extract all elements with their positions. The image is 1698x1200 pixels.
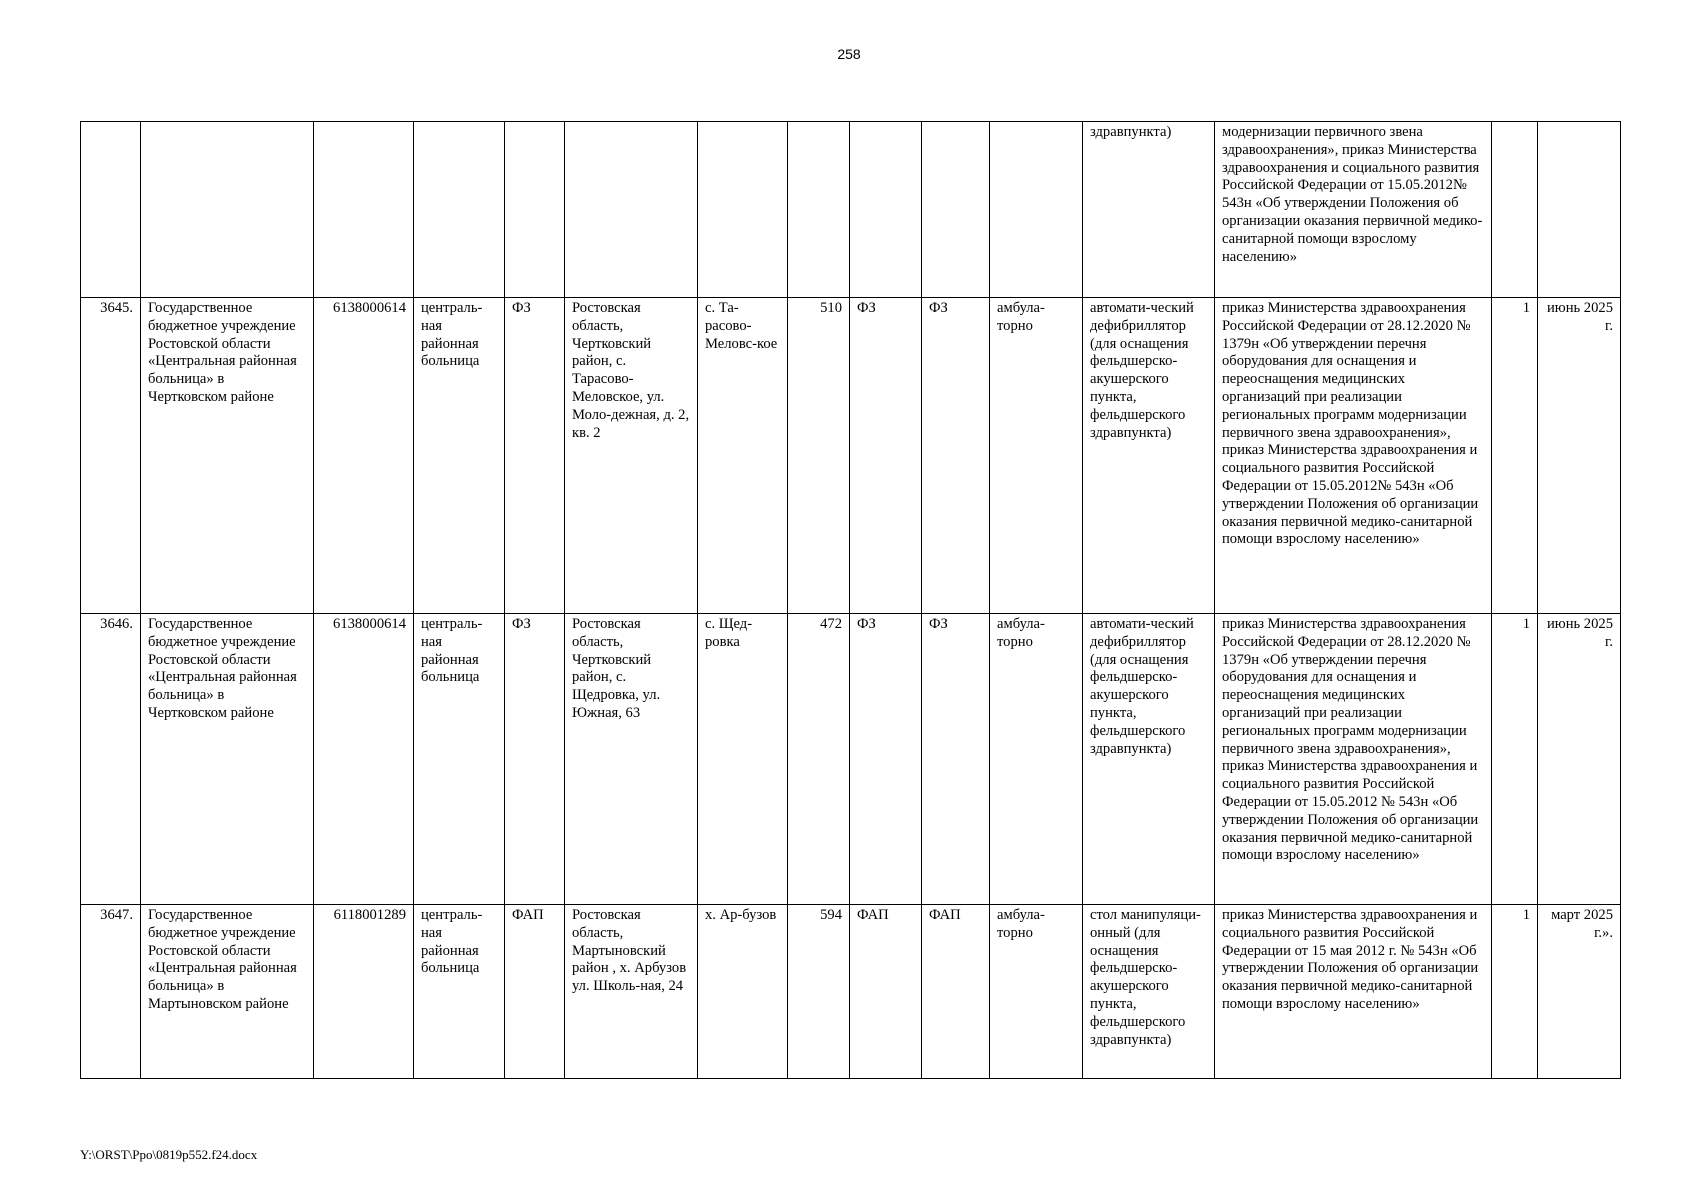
inn-code-cell: 6138000614 (314, 614, 414, 905)
quantity-cell: 1 (1492, 298, 1538, 614)
unit-type-cell (505, 122, 565, 298)
quantity-cell (1492, 122, 1538, 298)
care-mode-cell (990, 122, 1083, 298)
institution-name-cell: Государственное бюджетное учреждение Ростовской области «Центральная районная больница» в Чертковском районе (141, 298, 314, 614)
institution-name-cell: Государственное бюджетное учреждение Ростовской области «Центральная районная больница» в Чертковском районе (141, 614, 314, 905)
equipment-cell: автомати-ческий дефибриллятор (для оснащения фельдшерско-акушерского пункта, фельдшерского здравпункта) (1083, 298, 1215, 614)
row-number-cell: 3647. (81, 905, 141, 1079)
due-date-cell (1538, 122, 1621, 298)
unit-type-cell: ФЗ (505, 614, 565, 905)
equipment-cell: стол манипуляци-онный (для оснащения фельдшерско-акушерского пункта, фельдшерского здравпункта) (1083, 905, 1215, 1079)
facility-kind-2-cell: ФЗ (922, 614, 990, 905)
care-mode-cell: амбула-торно (990, 614, 1083, 905)
address-cell: Ростовская область, Чертковский район, с. Щедровка, ул. Южная, 63 (565, 614, 698, 905)
equipment-cell: автомати-ческий дефибриллятор (для оснащения фельдшерско-акушерского пункта, фельдшерского здравпункта) (1083, 614, 1215, 905)
institution-type-cell: централь-ная районная больница (414, 298, 505, 614)
unit-type-cell: ФЗ (505, 298, 565, 614)
address-cell: Ростовская область, Мартыновский район , х. Арбузов ул. Школь-ная, 24 (565, 905, 698, 1079)
quantity-cell: 1 (1492, 905, 1538, 1079)
settlement-cell (698, 122, 788, 298)
address-cell: Ростовская область, Чертковский район, с. Тарасово-Меловское, ул. Моло-дежная, д. 2, кв. 2 (565, 298, 698, 614)
registry-table (80, 121, 1621, 1079)
legal-basis-cell: приказ Министерства здравоохранения Российской Федерации от 28.12.2020 № 1379н «Об утверждении перечня оборудования для оснащения и переоснащения медицинских организаций при реализации региональных программ модернизации первичного звена здравоохранения», приказ Министерства здравоохранения и социального развития Российской Федерации от 15.05.2012 № 543н «Об утверждении Положения об организации оказания первичной медико-санитарной помощи взрослому населению» (1215, 614, 1492, 905)
facility-kind-cell: ФАП (850, 905, 922, 1079)
institution-name-cell (141, 122, 314, 298)
legal-basis-cell: модернизации первичного звена здравоохранения», приказ Министерства здравоохранения и социального развития Российской Федерации от 15.05.2012№ 543н «Об утверждении Положения об организации оказания первичной медико-санитарной помощи взрослому населению» (1215, 122, 1492, 298)
file-path-footer: Y:\ORST\Ppo\0819p552.f24.docx (80, 1147, 258, 1162)
institution-type-cell: централь-ная районная больница (414, 905, 505, 1079)
row-number-cell: 3646. (81, 614, 141, 905)
legal-basis-cell: приказ Министерства здравоохранения Российской Федерации от 28.12.2020 № 1379н «Об утверждении перечня оборудования для оснащения и переоснащения медицинских организаций при реализации региональных программ модернизации первичного звена здравоохранения», приказ Министерства здравоохранения и социального развития Российской Федерации от 15.05.2012№ 543н «Об утверждении Положения об организации оказания первичной медико-санитарной помощи взрослому населению» (1215, 298, 1492, 614)
inn-code-cell: 6118001289 (314, 905, 414, 1079)
population-cell: 510 (788, 298, 850, 614)
row-number-cell: 3645. (81, 298, 141, 614)
institution-type-cell (414, 122, 505, 298)
settlement-cell: с. Щед-ровка (698, 614, 788, 905)
legal-basis-cell: приказ Министерства здравоохранения и социального развития Российской Федерации от 15 мая 2012 г. № 543н «Об утверждении Положения об организации оказания первичной медико-санитарной помощи взрослому населению» (1215, 905, 1492, 1079)
address-cell (565, 122, 698, 298)
facility-kind-cell: ФЗ (850, 298, 922, 614)
table-row (81, 905, 1621, 1079)
facility-kind-cell: ФЗ (850, 614, 922, 905)
page-number: 258 (837, 46, 861, 62)
inn-code-cell: 6138000614 (314, 298, 414, 614)
row-number-cell (81, 122, 141, 298)
table-row (81, 122, 1621, 298)
facility-kind-2-cell (922, 122, 990, 298)
settlement-cell: с. Та-расово-Меловс-кое (698, 298, 788, 614)
table-row (81, 614, 1621, 905)
population-cell: 594 (788, 905, 850, 1079)
unit-type-cell: ФАП (505, 905, 565, 1079)
inn-code-cell (314, 122, 414, 298)
care-mode-cell: амбула-торно (990, 298, 1083, 614)
due-date-cell: июнь 2025 г. (1538, 614, 1621, 905)
quantity-cell: 1 (1492, 614, 1538, 905)
settlement-cell: х. Ар-бузов (698, 905, 788, 1079)
population-cell (788, 122, 850, 298)
institution-type-cell: централь-ная районная больница (414, 614, 505, 905)
population-cell: 472 (788, 614, 850, 905)
facility-kind-2-cell: ФЗ (922, 298, 990, 614)
institution-name-cell: Государственное бюджетное учреждение Ростовской области «Центральная районная больница» в Мартыновском районе (141, 905, 314, 1079)
facility-kind-2-cell: ФАП (922, 905, 990, 1079)
care-mode-cell: амбула-торно (990, 905, 1083, 1079)
due-date-cell: июнь 2025 г. (1538, 298, 1621, 614)
due-date-cell: март 2025 г.». (1538, 905, 1621, 1079)
facility-kind-cell (850, 122, 922, 298)
table-body (81, 122, 1621, 1079)
table-row (81, 298, 1621, 614)
equipment-cell: здравпункта) (1083, 122, 1215, 298)
